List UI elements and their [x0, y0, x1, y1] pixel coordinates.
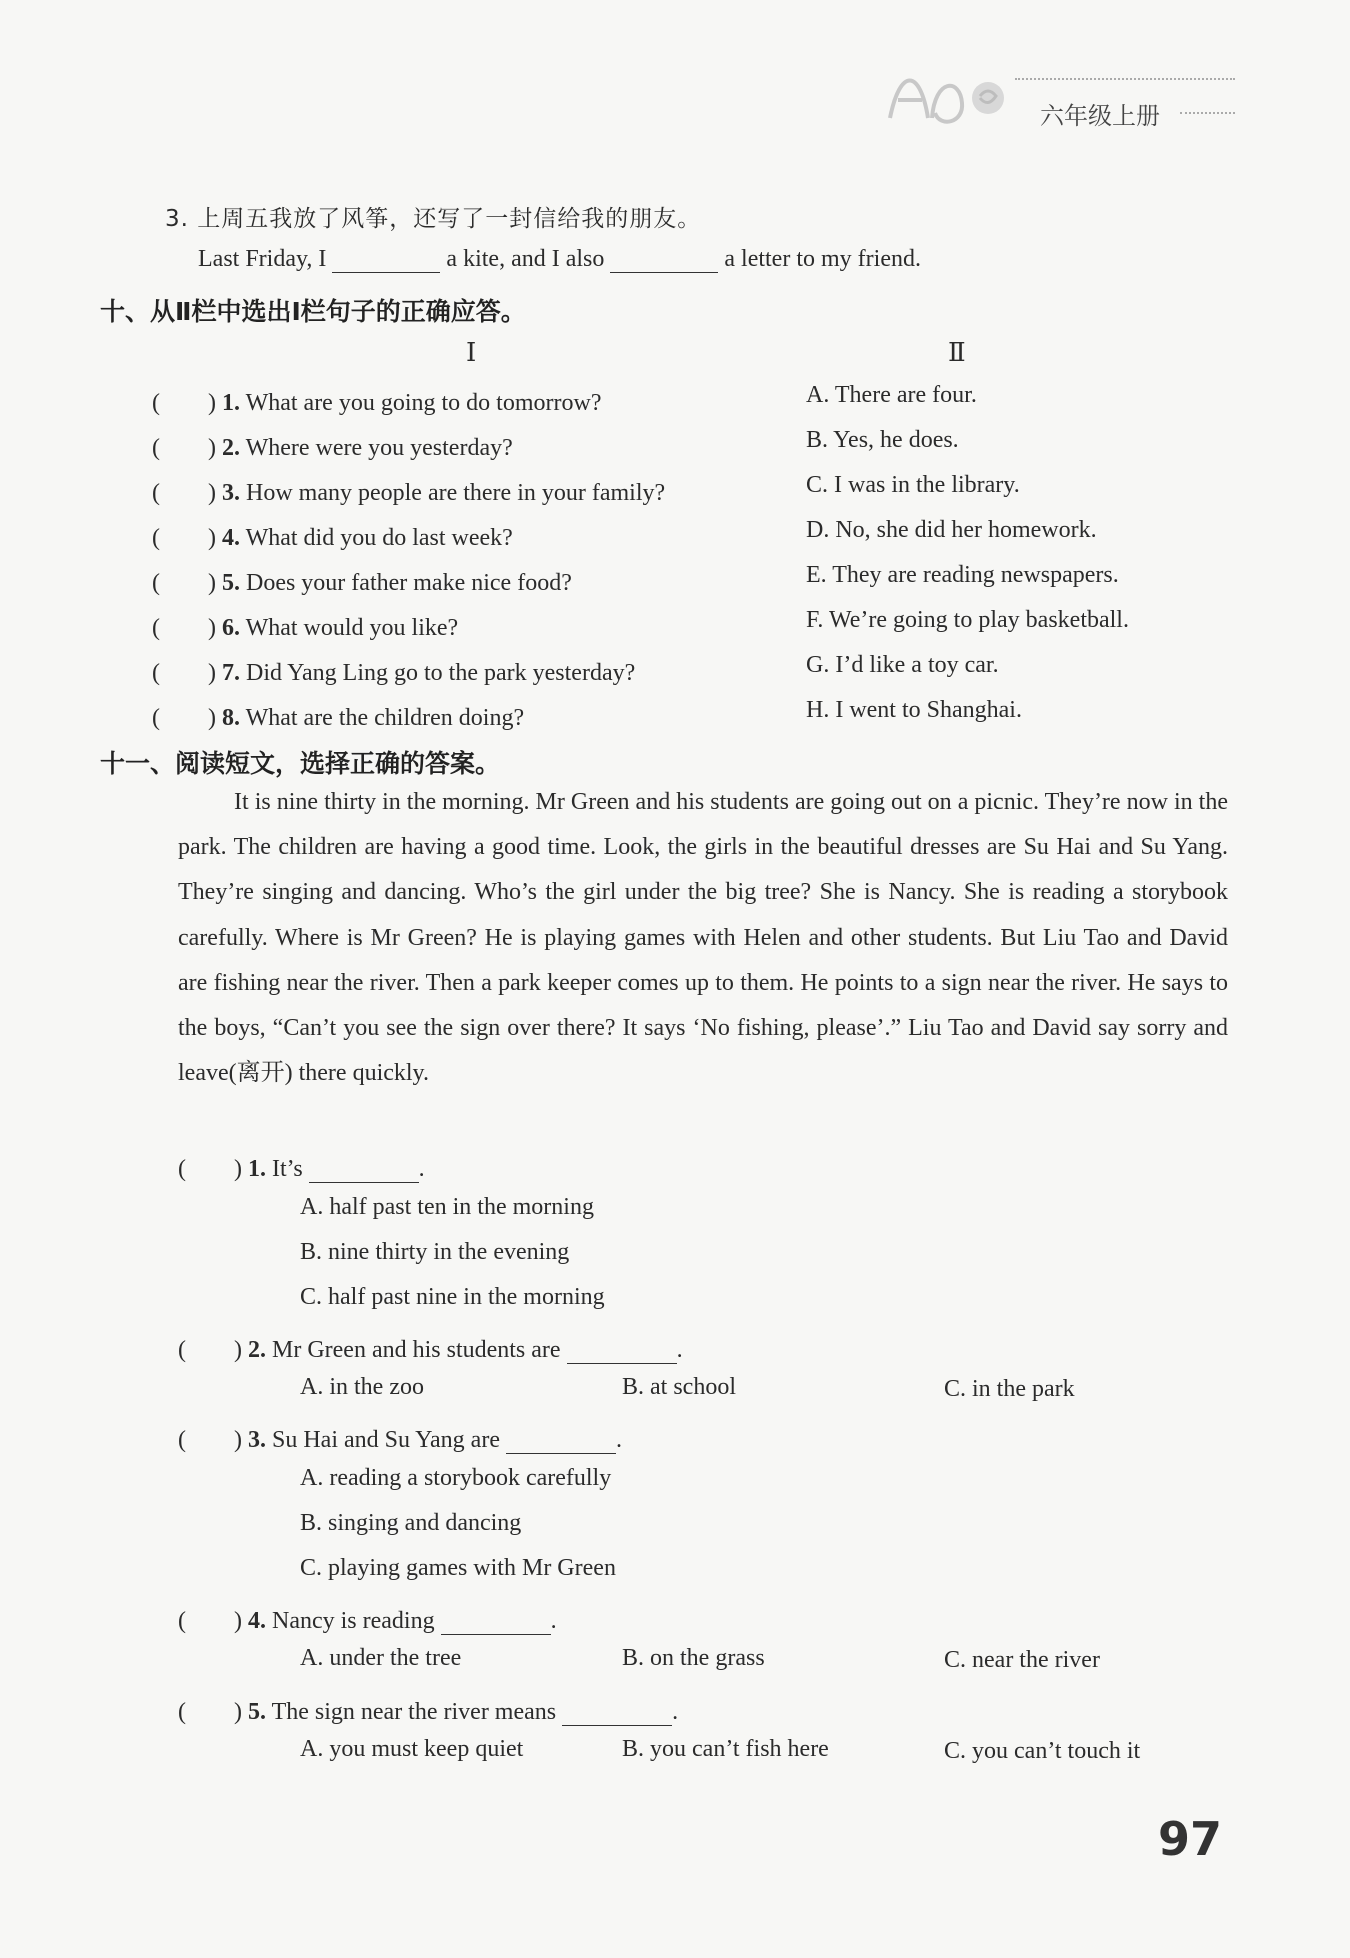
- reading-q3: ( ) 3. Su Hai and Su Yang are .: [178, 1427, 622, 1453]
- answer-paren[interactable]: ( ): [152, 570, 216, 596]
- match-row-4: ( ) 4. What did you do last week? D. No, she did her homework.: [152, 517, 1097, 551]
- answer-blank[interactable]: [506, 1429, 616, 1454]
- reading-q5-option-c[interactable]: C. you can’t touch it: [944, 1738, 1141, 1764]
- q3-blank-1[interactable]: [332, 248, 440, 273]
- reading-q4-option-c[interactable]: C. near the river: [944, 1647, 1100, 1673]
- answer-paren[interactable]: ( ): [152, 660, 216, 686]
- reading-q4-option-a[interactable]: A. under the tree: [300, 1645, 462, 1671]
- reading-q2-option-b[interactable]: B. at school: [622, 1374, 736, 1400]
- reading-q2: ( ) 2. Mr Green and his students are .: [178, 1337, 683, 1363]
- reading-passage: It is nine thirty in the morning. Mr Green and his students are going out on a picnic. They’re now in the park. The children are having a good time. Look, the girls in the beautiful dresses are Su Hai and Su Yang. They’re singing and dancing. Who’s the girl under the big tree? She is Nancy. She is reading a storybook carefully. Where is Mr Green? He is playing games with Helen and other students. But Liu Tao and David are fishing near the river. Then a park keeper comes up to them. He points to a sign near the river. He says to the boys, “Can’t you see the sign over there? It says ‘No fishing, please’.” Liu Tao and David say sorry and leave(离开) there quickly.: [178, 789, 1228, 1087]
- answer-paren[interactable]: ( ): [178, 1427, 242, 1453]
- q3-chinese: 3. 上周五我放了风筝，还写了一封信给我的朋友。: [165, 206, 702, 232]
- match-row-5: ( ) 5. Does your father make nice food? E. They are reading newspapers.: [152, 562, 1119, 596]
- match-row-8: ( ) 8. What are the children doing? H. I went to Shanghai.: [152, 697, 1022, 731]
- reading-q5-option-a[interactable]: A. you must keep quiet: [300, 1736, 524, 1762]
- section11-title: 十一、阅读短文，选择正确的答案。: [100, 749, 501, 778]
- match-row-2: ( ) 2. Where were you yesterday? B. Yes, he does.: [152, 427, 959, 461]
- q3-blank-2[interactable]: [610, 248, 718, 273]
- answer-paren[interactable]: ( ): [152, 390, 216, 416]
- reading-q3-option-c[interactable]: C. playing games with Mr Green: [300, 1555, 616, 1581]
- answer-blank[interactable]: [441, 1610, 551, 1635]
- header-dotted-line-top: [1015, 78, 1235, 80]
- answer-paren[interactable]: ( ): [152, 525, 216, 551]
- q3-english: Last Friday, I a kite, and I also a letter to my friend.: [198, 246, 921, 272]
- reading-q3-option-a[interactable]: A. reading a storybook carefully: [300, 1465, 612, 1491]
- match-row-3: ( ) 3. How many people are there in your family? C. I was in the library.: [152, 472, 1020, 506]
- page-number: 97: [1157, 1812, 1222, 1866]
- answer-paren[interactable]: ( ): [152, 480, 216, 506]
- reading-q2-option-c[interactable]: C. in the park: [944, 1376, 1075, 1402]
- match-row-7: ( ) 7. Did Yang Ling go to the park yesterday? G. I’d like a toy car.: [152, 652, 999, 686]
- reading-q2-option-a[interactable]: A. in the zoo: [300, 1374, 424, 1400]
- reading-q4: ( ) 4. Nancy is reading .: [178, 1608, 557, 1634]
- answer-paren[interactable]: ( ): [152, 435, 216, 461]
- header-dotted-line-bottom: [1180, 112, 1235, 114]
- section10-col1-header: Ⅰ: [466, 338, 477, 367]
- reading-q5-option-b[interactable]: B. you can’t fish here: [622, 1736, 829, 1762]
- header-logo: [880, 58, 1020, 138]
- reading-q4-option-b[interactable]: B. on the grass: [622, 1645, 765, 1671]
- answer-paren[interactable]: ( ): [178, 1156, 242, 1182]
- answer-paren[interactable]: ( ): [178, 1337, 242, 1363]
- answer-paren[interactable]: ( ): [152, 615, 216, 641]
- match-row-1: ( ) 1. What are you going to do tomorrow? A. There are four.: [152, 382, 977, 416]
- match-row-6: ( ) 6. What would you like? F. We’re going to play basketball.: [152, 607, 1129, 641]
- reading-q1-option-c[interactable]: C. half past nine in the morning: [300, 1284, 605, 1310]
- answer-paren[interactable]: ( ): [178, 1699, 242, 1725]
- answer-blank[interactable]: [562, 1701, 672, 1726]
- section10-title: 十、从Ⅱ栏中选出Ⅰ栏句子的正确应答。: [100, 297, 526, 326]
- section10-col2-header: Ⅱ: [948, 338, 966, 367]
- header-grade: 六年级上册: [1040, 102, 1160, 130]
- answer-paren[interactable]: ( ): [152, 705, 216, 731]
- reading-q1-option-a[interactable]: A. half past ten in the morning: [300, 1194, 594, 1220]
- reading-q1-option-b[interactable]: B. nine thirty in the evening: [300, 1239, 570, 1265]
- reading-q5: ( ) 5. The sign near the river means .: [178, 1699, 679, 1725]
- reading-q3-option-b[interactable]: B. singing and dancing: [300, 1510, 522, 1536]
- answer-paren[interactable]: ( ): [178, 1608, 242, 1634]
- reading-q1: ( ) 1. It’s .: [178, 1156, 425, 1182]
- answer-blank[interactable]: [567, 1339, 677, 1364]
- answer-blank[interactable]: [309, 1158, 419, 1183]
